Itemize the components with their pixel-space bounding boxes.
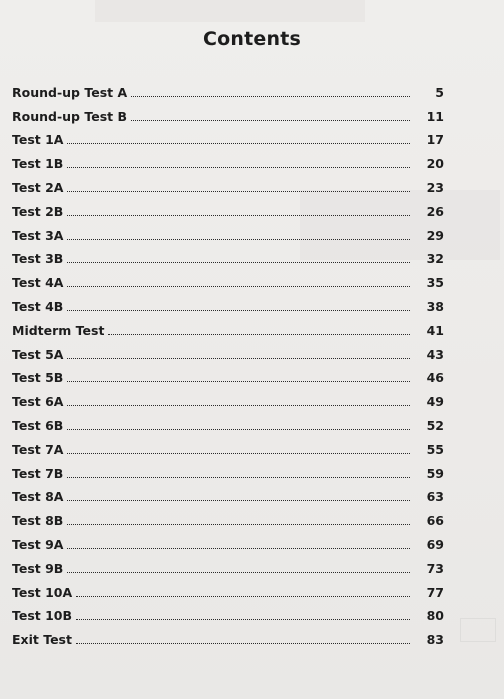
toc-entry-page-number: 73 [426, 560, 444, 576]
toc-entry-label: Round-up Test A [12, 84, 128, 100]
toc-entry [12, 409, 444, 433]
toc-entry-page-number: 49 [426, 394, 444, 410]
toc-entry-label: Test 5A [12, 346, 64, 362]
toc-entry-page-number: 63 [426, 489, 444, 505]
dot-leader [76, 595, 410, 597]
toc-entry-page-number: 80 [426, 608, 444, 624]
toc-entry-page-number: 5 [435, 84, 444, 100]
toc-entry-label: Exit Test [12, 632, 72, 648]
toc-entry-page-number: 29 [426, 227, 444, 243]
toc-entry [12, 195, 444, 219]
toc-entry-page-number: 77 [426, 584, 444, 600]
show-through-box [460, 618, 496, 642]
toc-entry [12, 100, 444, 124]
toc-entry-page-number: 43 [426, 346, 444, 362]
toc-entry-label: Test 2B [12, 203, 64, 219]
toc-entry [12, 576, 444, 600]
toc-entry [12, 147, 444, 171]
dot-leader [67, 476, 410, 478]
table-of-contents [12, 76, 444, 647]
toc-entry-page-number: 17 [426, 132, 444, 148]
toc-entry [12, 290, 444, 314]
dot-leader [131, 119, 410, 121]
toc-entry-label: Test 6A [12, 394, 64, 410]
toc-entry [12, 76, 444, 100]
dot-leader [67, 309, 410, 311]
toc-entry-page-number: 35 [426, 275, 444, 291]
toc-entry [12, 528, 444, 552]
toc-entry-page-number: 66 [426, 513, 444, 529]
toc-entry-label: Test 3A [12, 227, 64, 243]
dot-leader [67, 428, 410, 430]
toc-entry-label: Test 7B [12, 465, 64, 481]
toc-entry-label: Round-up Test B [12, 108, 127, 124]
toc-entry [12, 504, 444, 528]
toc-entry [12, 552, 444, 576]
dot-leader [67, 380, 410, 382]
dot-leader [67, 571, 410, 573]
toc-entry [12, 338, 444, 362]
toc-entry [12, 600, 444, 624]
toc-entry-page-number: 32 [426, 251, 444, 267]
toc-entry [12, 385, 444, 409]
toc-entry [12, 171, 444, 195]
toc-entry-label: Test 4B [12, 298, 64, 314]
dot-leader [67, 214, 410, 216]
toc-entry [12, 219, 444, 243]
dot-leader [67, 357, 410, 359]
toc-entry-label: Test 1A [12, 132, 64, 148]
toc-entry-label: Test 1B [12, 156, 64, 172]
toc-entry-page-number: 11 [426, 108, 444, 124]
toc-entry-page-number: 52 [426, 417, 444, 433]
toc-entry [12, 266, 444, 290]
dot-leader [67, 166, 410, 168]
toc-entry-label: Test 7A [12, 441, 64, 457]
toc-entry-page-number: 20 [426, 156, 444, 172]
dot-leader [108, 333, 410, 335]
toc-entry-label: Test 5B [12, 370, 64, 386]
toc-entry-label: Test 9B [12, 560, 64, 576]
dot-leader [67, 404, 410, 406]
dot-leader [67, 523, 410, 525]
dot-leader [67, 547, 410, 549]
dot-leader [67, 285, 410, 287]
toc-entry-label: Test 4A [12, 275, 64, 291]
toc-entry-label: Test 3B [12, 251, 64, 267]
toc-entry [12, 623, 444, 647]
toc-entry-page-number: 26 [426, 203, 444, 219]
toc-entry-label: Test 9A [12, 536, 64, 552]
toc-entry [12, 314, 444, 338]
toc-entry-label: Midterm Test [12, 322, 105, 338]
toc-entry-page-number: 83 [426, 632, 444, 648]
toc-entry-page-number: 59 [426, 465, 444, 481]
toc-entry-page-number: 69 [426, 536, 444, 552]
toc-entry-page-number: 41 [426, 322, 444, 338]
toc-entry-label: Test 10A [12, 584, 73, 600]
show-through-header [95, 0, 365, 22]
toc-entry-label: Test 8A [12, 489, 64, 505]
toc-entry-label: Test 8B [12, 513, 64, 529]
dot-leader [67, 499, 410, 501]
dot-leader [76, 642, 410, 644]
toc-entry-page-number: 38 [426, 298, 444, 314]
toc-entry-page-number: 23 [426, 179, 444, 195]
toc-entry-label: Test 10B [12, 608, 73, 624]
toc-entry [12, 457, 444, 481]
page-title: Contents [202, 28, 301, 50]
toc-entry-label: Test 2A [12, 179, 64, 195]
dot-leader [76, 618, 410, 620]
dot-leader [67, 238, 410, 240]
dot-leader [67, 452, 410, 454]
dot-leader [67, 142, 410, 144]
toc-entry-label: Test 6B [12, 417, 64, 433]
toc-entry [12, 481, 444, 505]
toc-entry-page-number: 55 [426, 441, 444, 457]
toc-entry [12, 362, 444, 386]
dot-leader [131, 95, 410, 97]
dot-leader [67, 261, 410, 263]
toc-entry [12, 433, 444, 457]
dot-leader [67, 190, 410, 192]
toc-entry [12, 243, 444, 267]
toc-entry [12, 124, 444, 148]
toc-entry-page-number: 46 [426, 370, 444, 386]
